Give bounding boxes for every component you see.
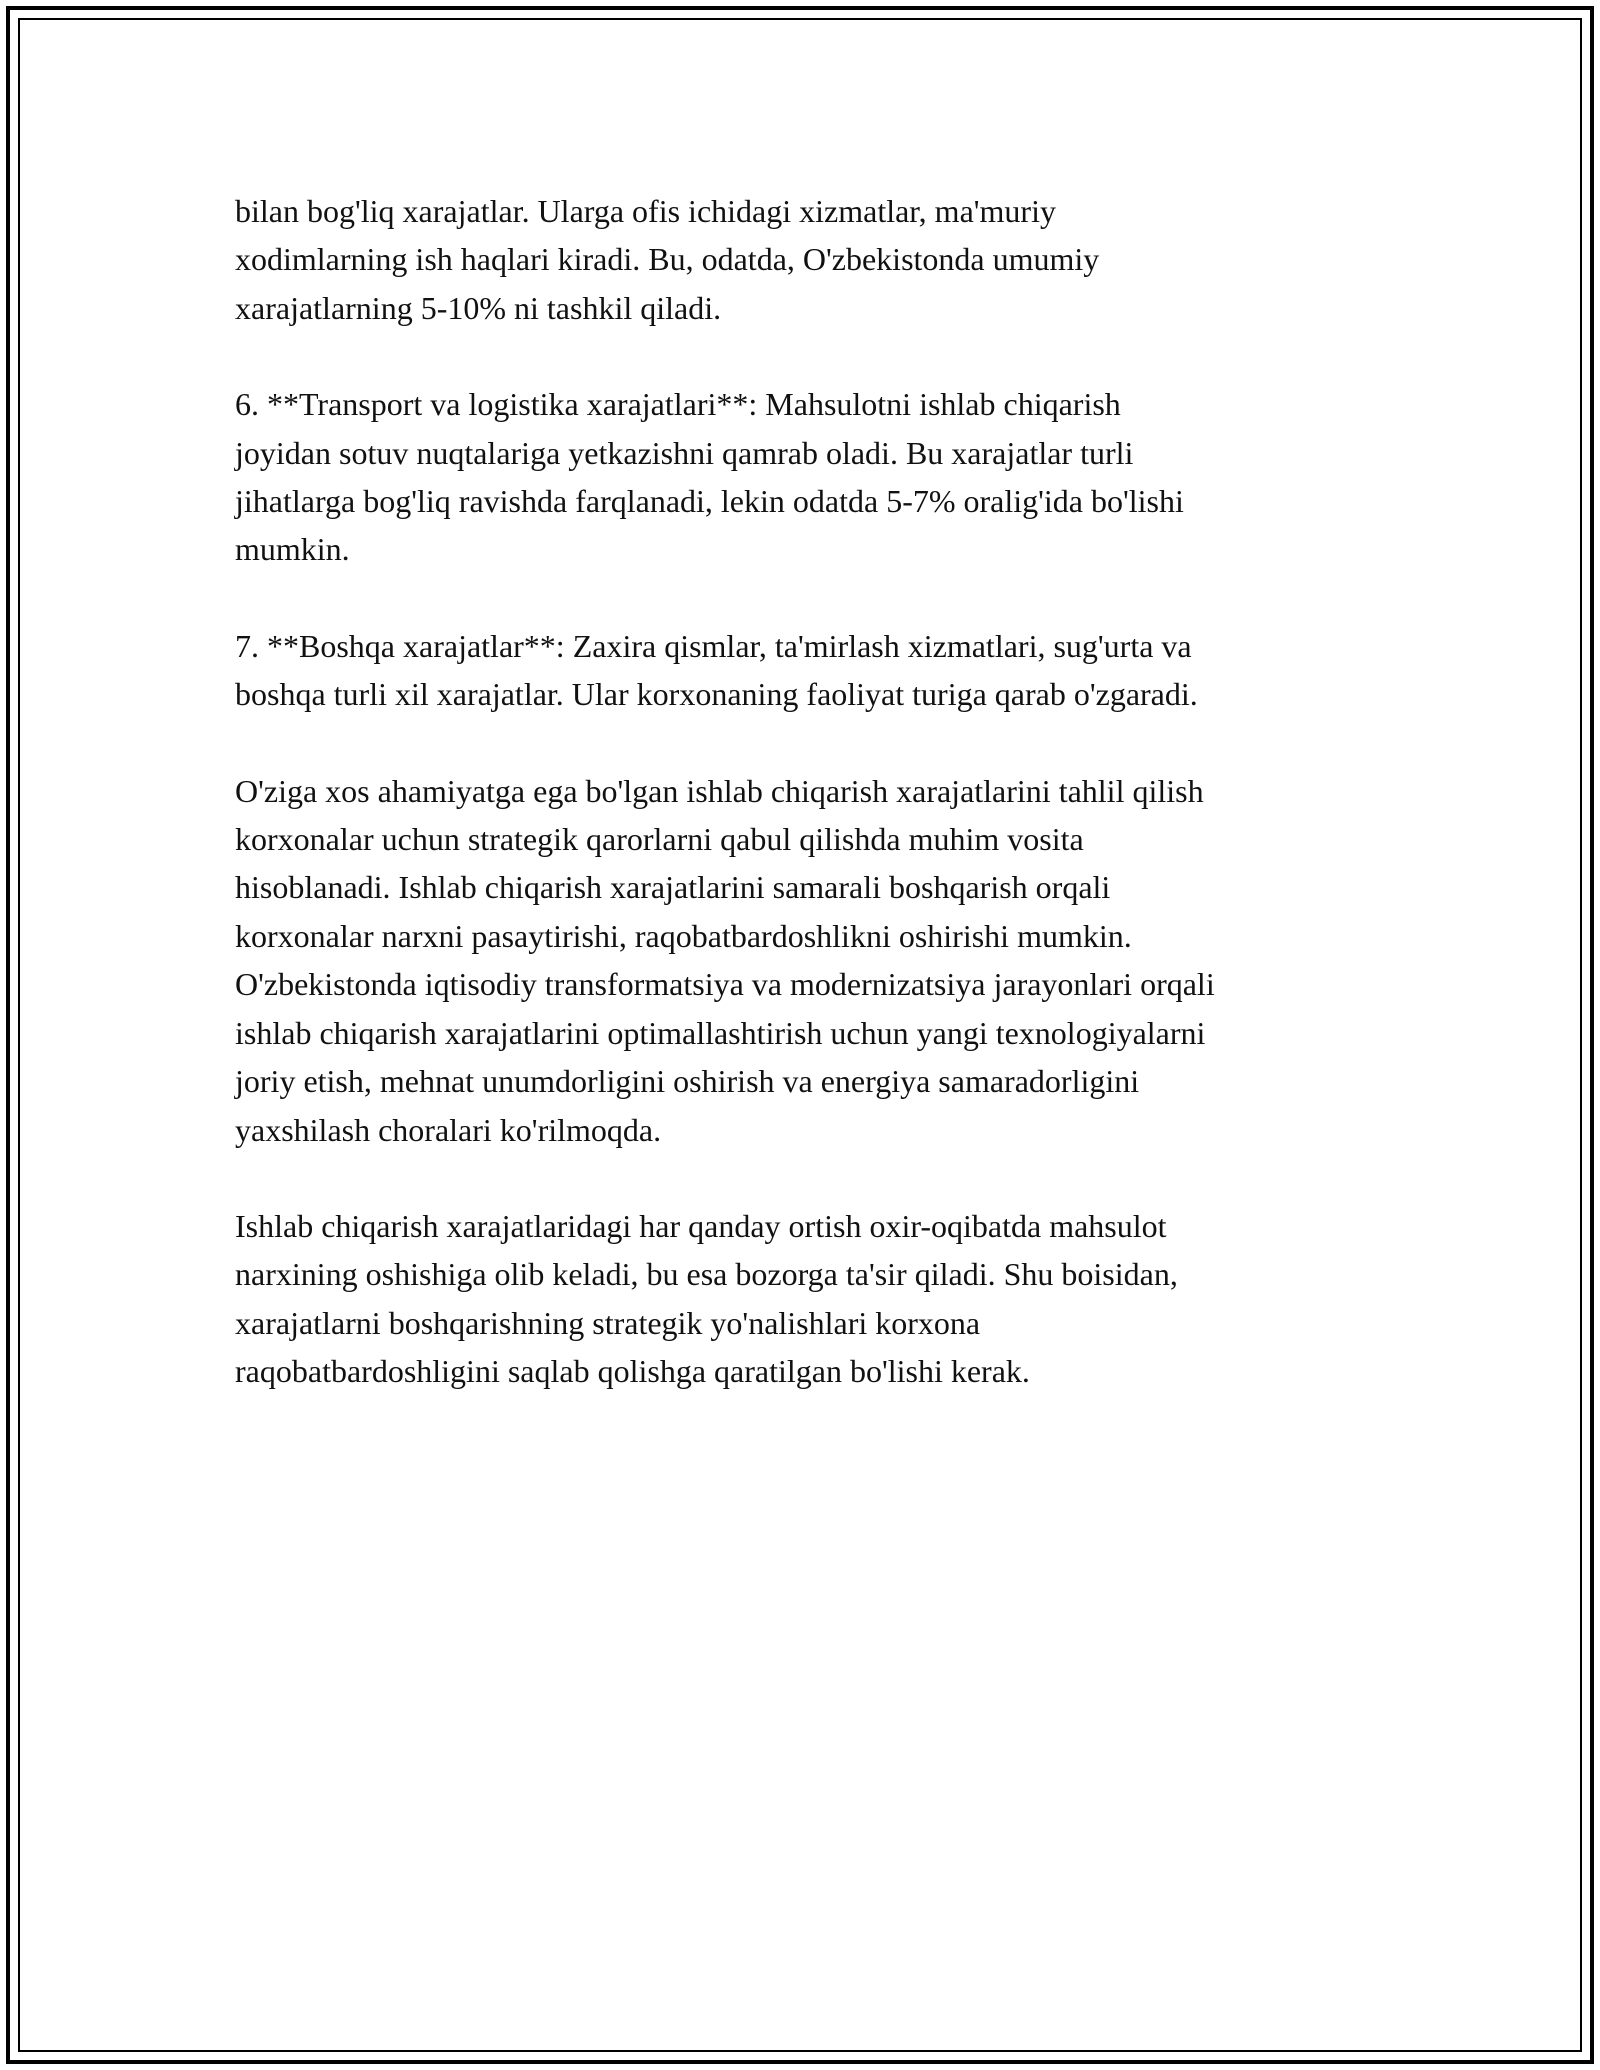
paragraph-cost-analysis: O'ziga xos ahamiyatga ega bo'lgan ishlab chiqarish xarajatlarini tahlil qilish korxonalar uchun strategik qarorlarni qabul qilishda muhim vosita hisoblanadi. Ishlab chiqarish xarajatlarini samarali boshqarish orqali korxonalar narxni pasaytirishi, raqobatbardoshlikni oshirishi mumkin. O'zbekistonda iqtisodiy transformatsiya va modernizatsiya jarayonlari orqali ishlab chiqarish xarajatlarini optimallashtirish uchun yangi texnologiyalarni joriy etish, mehnat unumdorligini oshirish va energiya samaradorligini yaxshilash choralari ko'rilmoqda. — [235, 772, 1215, 1148]
paragraph-transport-logistics: 6. **Transport va logistika xarajatlari**: Mahsulotni ishlab chiqarish joyidan sotuv nuqtalariga yetkazishni qamrab oladi. Bu xarajatlar turli jihatlarga bog'liq ravishda farqlanadi, lekin odatda 5-7% oralig'ida bo'lishi mumkin. — [235, 386, 1184, 568]
paragraph-admin-costs: bilan bog'liq xarajatlar. Ularga ofis ichidagi xizmatlar, ma'muriy xodimlarning ish haqlari kiradi. Bu, odatda, O'zbekistonda umumiy xarajatlarning 5-10% ni tashkil qiladi. — [235, 193, 1100, 326]
paragraph-conclusion: Ishlab chiqarish xarajatlaridagi har qanday ortish oxir-oqibatda mahsulot narxining oshishiga olib keladi, bu esa bozorga ta'sir qiladi. Shu boisidan, xarajatlarni boshqarishning strategik yo'nalishlari korxona raqobatbardoshligini saqlab qolishga qaratilgan bo'lishi kerak. — [235, 1207, 1178, 1390]
paragraph-other-costs: 7. **Boshqa xarajatlar**: Zaxira qismlar, ta'mirlash xizmatlari, sug'urta va boshqa turli xil xarajatlar. Ular korxonaning faoliyat turiga qarab o'zgaradi. — [235, 627, 1198, 713]
document-body — [235, 187, 1375, 1444]
